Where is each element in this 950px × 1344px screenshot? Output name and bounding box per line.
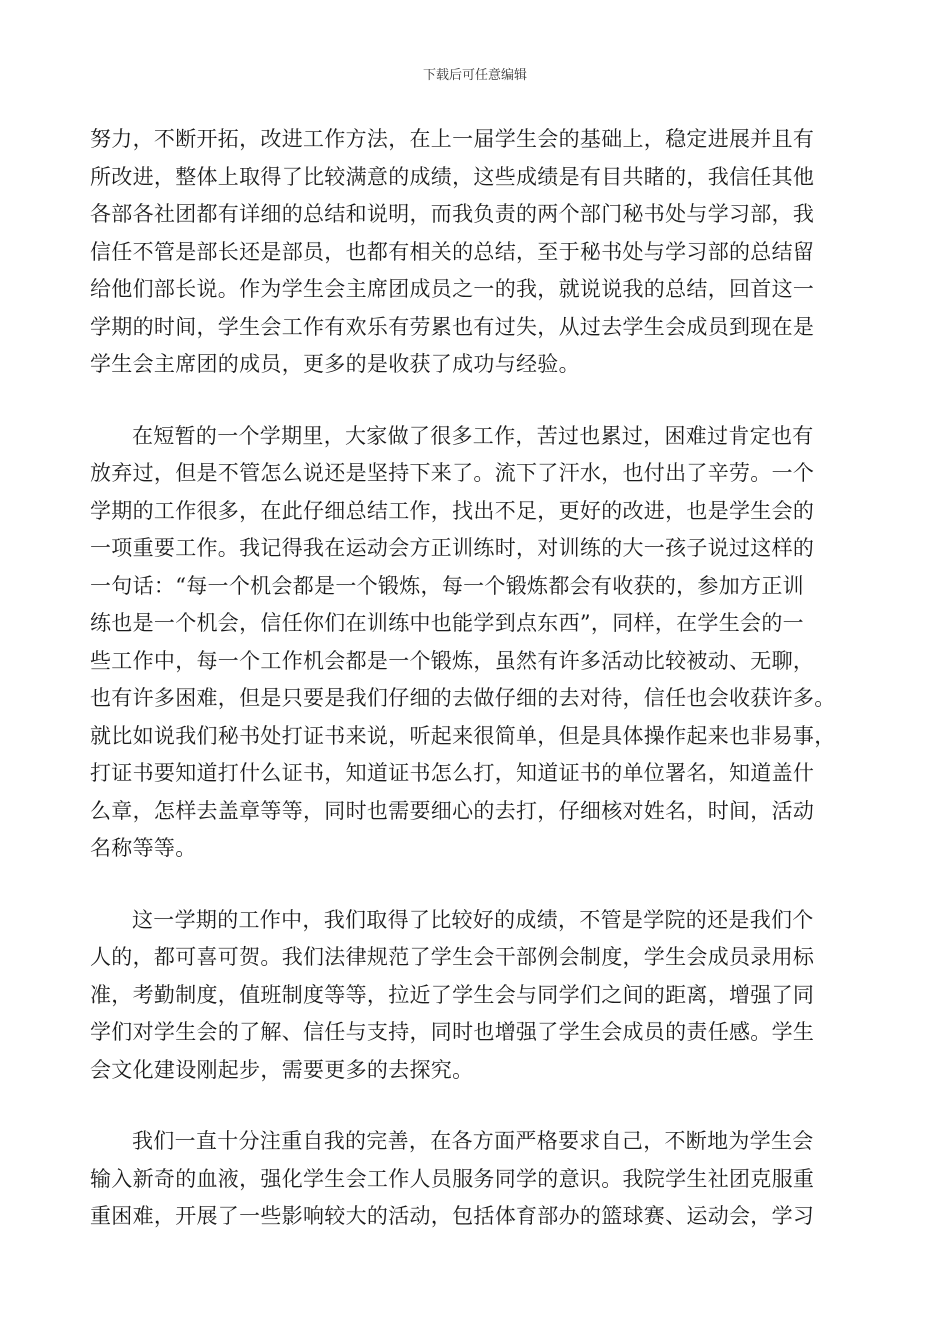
text-line: 就比如说我们秘书处打证书来说，听起来很简单，但是具体操作起来也非易事， bbox=[90, 723, 836, 748]
text-line: 努力，不断开拓，改进工作方法，在上一届学生会的基础上，稳定进展并且有 bbox=[90, 127, 815, 151]
text-line: 学期的时间，学生会工作有欢乐有劳累也有过失，从过去学生会成员到现在是 bbox=[90, 314, 815, 339]
text-line: 在短暂的一个学期里，大家做了很多工作，苦过也累过，困难过肯定也有 bbox=[132, 423, 814, 448]
text-line: 输入新奇的血液，强化学生会工作人员服务同学的意识。我院学生社团克服重 bbox=[90, 1166, 815, 1191]
text-line: 一项重要工作。我记得我在运动会方正训练时，对训练的大一孩子说过这样的 bbox=[90, 536, 815, 560]
text-line: 放弃过，但是不管怎么说还是坚持下来了。流下了汗水，也付出了辛劳。一个 bbox=[90, 461, 815, 485]
text-line: 给他们部长说。作为学生会主席团成员之一的我，就说说我的总结，回首这一 bbox=[90, 277, 815, 301]
text-line: 些工作中，每一个工作机会都是一个锻炼，虽然有许多活动比较被动、无聊， bbox=[90, 648, 815, 673]
text-line: 打证书要知道打什么证书，知道证书怎么打，知道证书的单位署名，知道盖什 bbox=[90, 761, 815, 785]
paragraph bbox=[90, 1123, 858, 1236]
text-line: 名称等等。 bbox=[90, 836, 197, 860]
text-line: 人的，都可喜可贺。我们法律规范了学生会干部例会制度，学生会成员录用标 bbox=[90, 945, 815, 969]
text-line: 么章，怎样去盖章等等，同时也需要细心的去打，仔细核对姓名，时间，活动 bbox=[90, 798, 815, 823]
paragraph bbox=[90, 121, 858, 384]
text-line: 这一学期的工作中，我们取得了比较好的成绩，不管是学院的还是我们个 bbox=[132, 907, 814, 932]
text-line: 重困难，开展了一些影响较大的活动，包括体育部办的篮球赛、运动会，学习 bbox=[90, 1204, 815, 1228]
text-line: 准，考勤制度，值班制度等等，拉近了学生会与同学们之间的距离，增强了同 bbox=[90, 982, 815, 1007]
text-line: 信任不管是部长还是部员，也都有相关的总结，至于秘书处与学习部的总结留 bbox=[90, 239, 815, 264]
text-line: 学们对学生会的了解、信任与支持，同时也增强了学生会成员的责任感。学生 bbox=[90, 1020, 815, 1044]
text-line: 我们一直十分注重自我的完善，在各方面严格要求自己，不断地为学生会 bbox=[132, 1129, 814, 1153]
text-line: 也有许多困难，但是只要是我们仔细的去做仔细的去对待，信任也会收获许多。 bbox=[90, 686, 836, 710]
text-line: 一句话：“每一个机会都是一个锻炼，每一个锻炼都会有收获的，参加方正训 bbox=[90, 573, 804, 598]
paragraph bbox=[90, 902, 858, 1090]
text-line: 学生会主席团的成员，更多的是收获了成功与经验。 bbox=[90, 352, 580, 376]
text-line: 所改进，整体上取得了比较满意的成绩，这些成绩是有目共睹的，我信任其他 bbox=[90, 164, 815, 189]
document-body bbox=[90, 121, 858, 1236]
text-line: 各部各社团都有详细的总结和说明，而我负责的两个部门秘书处与学习部，我 bbox=[90, 202, 815, 226]
text-line: 会文化建设刚起步，需要更多的去探究。 bbox=[90, 1057, 474, 1082]
page-header: 下载后可任意编辑 bbox=[422, 68, 527, 83]
text-line: 学期的工作很多，在此仔细总结工作，找出不足，更好的改进，也是学生会的 bbox=[90, 498, 815, 523]
paragraph bbox=[90, 418, 858, 868]
text-line: 练也是一个机会，信任你们在训练中也能学到点东西”，同样，在学生会的一 bbox=[90, 611, 804, 635]
